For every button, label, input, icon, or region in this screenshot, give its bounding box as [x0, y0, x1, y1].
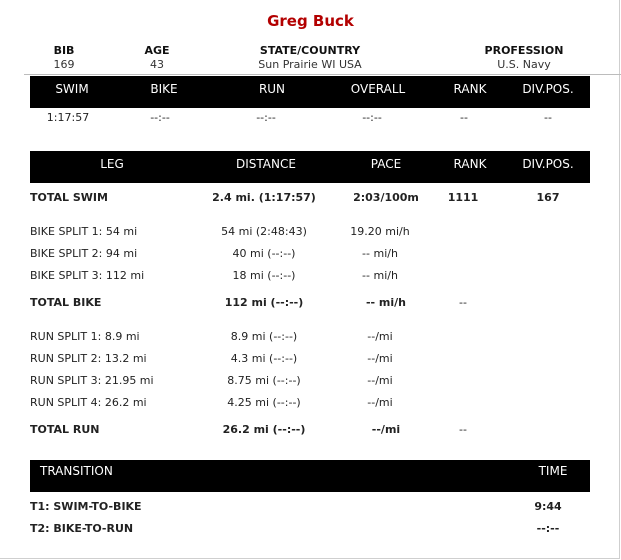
transition-row	[0, 522, 621, 538]
run-split-pace: --/mi	[367, 396, 393, 409]
bike-split-distance: 18 mi (--:--)	[232, 269, 296, 282]
run-split-distance: 8.75 mi (--:--)	[227, 374, 301, 387]
bike-split-label: BIKE SPLIT 1: 54 mi	[30, 225, 138, 238]
summary-bike-time: --:--	[150, 111, 170, 124]
profession-label: PROFESSION	[484, 44, 564, 57]
bike-split-pace: 19.20 mi/h	[350, 225, 410, 238]
run-split-row	[0, 352, 621, 368]
legs-header-distance: DISTANCE	[236, 157, 296, 171]
run-split-row	[0, 374, 621, 390]
summary-run-time: --:--	[256, 111, 276, 124]
total-bike-rank: --	[459, 296, 467, 309]
summary-header-divpos: DIV.POS.	[522, 82, 574, 96]
summary-divpos: --	[544, 111, 552, 124]
athlete-name: Greg Buck	[267, 12, 354, 30]
summary-overall-time: --:--	[362, 111, 382, 124]
transition-header	[30, 460, 590, 492]
run-split-distance: 8.9 mi (--:--)	[230, 330, 298, 343]
summary-header-swim: SWIM	[55, 82, 89, 96]
state-value: Sun Prairie WI USA	[258, 58, 362, 71]
run-split-distance: 4.3 mi (--:--)	[230, 352, 298, 365]
bike-split-pace: -- mi/h	[362, 247, 398, 260]
run-split-label: RUN SPLIT 1: 8.9 mi	[30, 330, 140, 343]
total-run-label: TOTAL RUN	[30, 423, 100, 436]
legs-header-leg: LEG	[100, 157, 124, 171]
summary-header-run: RUN	[258, 82, 286, 96]
run-split-row	[0, 330, 621, 346]
profession-value: U.S. Navy	[497, 58, 551, 71]
transition-time: --:--	[536, 522, 560, 535]
bike-split-label: BIKE SPLIT 3: 112 mi	[30, 269, 145, 282]
bike-split-row	[0, 225, 621, 241]
summary-rank: --	[460, 111, 468, 124]
run-split-pace: --/mi	[367, 352, 393, 365]
legs-header-divpos: DIV.POS.	[522, 157, 574, 171]
bike-split-row	[0, 269, 621, 285]
state-column	[220, 44, 400, 71]
profession-column	[470, 44, 578, 71]
transition-row	[0, 500, 621, 516]
transition-label: T1: SWIM-TO-BIKE	[30, 500, 142, 513]
run-split-pace: --/mi	[367, 330, 393, 343]
transition-label: T2: BIKE-TO-RUN	[30, 522, 134, 535]
summary-header-overall: OVERALL	[350, 82, 406, 96]
run-split-label: RUN SPLIT 3: 21.95 mi	[30, 374, 154, 387]
bike-split-pace: -- mi/h	[362, 269, 398, 282]
total-swim-label: TOTAL SWIM	[30, 191, 108, 204]
total-bike-row	[0, 296, 621, 312]
total-run-row	[0, 423, 621, 439]
bib-column	[38, 44, 90, 71]
bike-split-row	[0, 247, 621, 263]
bib-label: BIB	[53, 44, 75, 57]
total-swim-rank: 1111	[447, 191, 479, 204]
bike-split-distance: 54 mi (2:48:43)	[221, 225, 307, 238]
run-split-label: RUN SPLIT 4: 26.2 mi	[30, 396, 147, 409]
summary-swim-time: 1:17:57	[46, 111, 90, 124]
total-swim-row	[0, 191, 621, 207]
transition-header-label: TRANSITION	[40, 464, 113, 478]
transition-time: 9:44	[534, 500, 562, 513]
bike-split-distance: 40 mi (--:--)	[232, 247, 296, 260]
bib-value: 169	[53, 58, 75, 71]
legs-header-pace: PACE	[370, 157, 402, 171]
age-column	[130, 44, 184, 71]
legs-header-rank: RANK	[453, 157, 487, 171]
summary-header-rank: RANK	[453, 82, 487, 96]
run-split-row	[0, 396, 621, 412]
total-run-distance: 26.2 mi (--:--)	[222, 423, 306, 436]
summary-values-row	[0, 111, 621, 127]
run-split-pace: --/mi	[367, 374, 393, 387]
total-bike-label: TOTAL BIKE	[30, 296, 102, 309]
run-split-label: RUN SPLIT 2: 13.2 mi	[30, 352, 147, 365]
transition-header-time: TIME	[538, 464, 568, 478]
total-bike-distance: 112 mi (--:--)	[224, 296, 304, 309]
total-swim-divpos: 167	[536, 191, 560, 204]
summary-header	[30, 76, 590, 108]
legs-header	[30, 151, 590, 183]
summary-header-bike: BIKE	[150, 82, 178, 96]
state-label: STATE/COUNTRY	[259, 44, 361, 57]
age-label: AGE	[144, 44, 170, 57]
total-swim-pace: 2:03/100m	[353, 191, 419, 204]
total-bike-pace: -- mi/h	[365, 296, 407, 309]
age-value: 43	[150, 58, 164, 71]
run-split-distance: 4.25 mi (--:--)	[227, 396, 301, 409]
bike-split-label: BIKE SPLIT 2: 94 mi	[30, 247, 138, 260]
total-run-rank: --	[459, 423, 467, 436]
athlete-info	[24, 44, 621, 75]
total-run-pace: --/mi	[371, 423, 401, 436]
total-swim-distance: 2.4 mi. (1:17:57)	[212, 191, 316, 204]
